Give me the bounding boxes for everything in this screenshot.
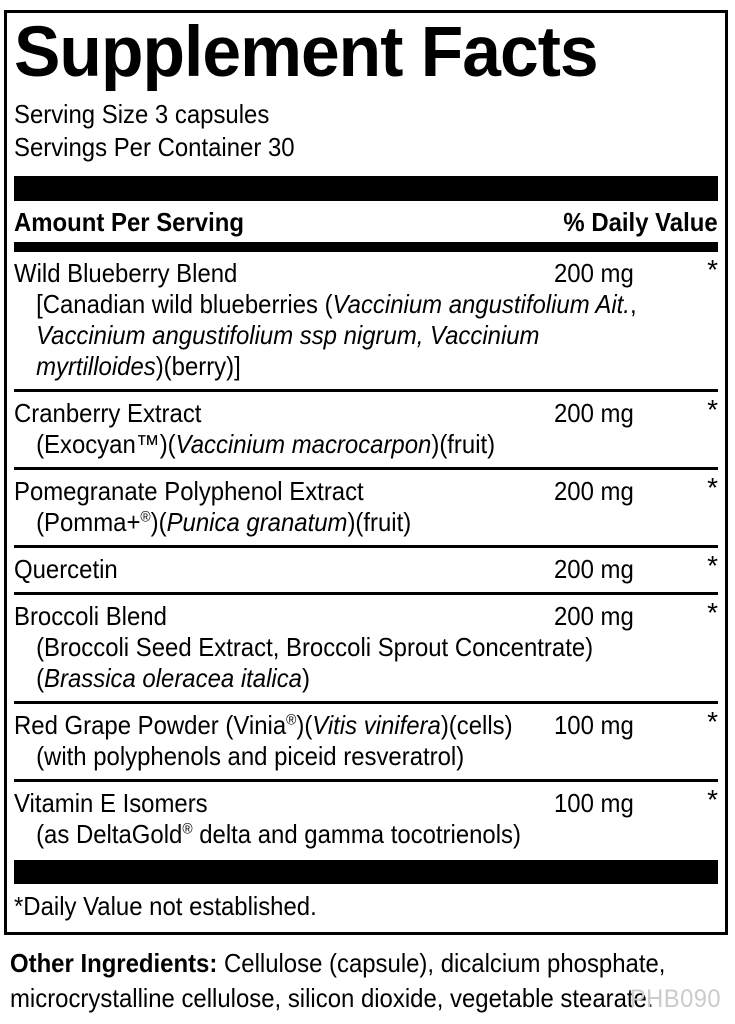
amount-per-serving-header: Amount Per Serving [14,207,244,237]
ingredient-name: Pomegranate Polyphenol Extract [14,476,364,506]
footnote-text: *Daily Value not established. [14,891,317,921]
ingredient-detail: myrtilloides)(berry)] [36,351,241,381]
table-row [14,592,718,701]
ingredient-detail: [Canadian wild blueberries (Vaccinium angustifolium Ait., [36,289,637,319]
panel-title: Supplement Facts [14,13,598,92]
table-row [14,545,718,592]
serving-info [14,98,718,164]
ingredient-name: Broccoli Blend [14,601,167,631]
daily-value-asterisk: * [707,597,718,628]
ingredient-detail: (Brassica oleracea italica) [36,663,310,693]
table-row [14,701,718,779]
footnote [14,884,718,932]
ingredient-name: Wild Blueberry Blend [14,258,238,288]
ingredient-detail: Vaccinium angustifolium ssp nigrum, Vaccinium [36,320,540,350]
supplement-facts-panel [4,10,728,935]
ingredient-amount: 200 mg [554,601,634,631]
ingredient-amount: 200 mg [554,476,634,506]
ingredient-detail: (with polyphenols and piceid resveratrol) [36,741,465,771]
ingredient-rows [14,252,718,857]
table-row [14,467,718,545]
serving-size: Serving Size 3 capsules [14,99,270,129]
ingredient-name: Vitamin E Isomers [14,788,208,818]
daily-value-asterisk: * [707,472,718,503]
ingredient-amount: 200 mg [554,398,634,428]
other-ingredients-label: Other Ingredients: [10,948,218,978]
other-ingredients-text: Cellulose (capsule), dicalcium phosphate, microcrystalline cellulose, silicon dioxide, vegetable stearate. [10,948,666,1013]
ingredient-amount: 100 mg [554,788,634,818]
ingredient-amount: 200 mg [554,554,634,584]
servings-per-container: Servings Per Container 30 [14,132,295,162]
ingredient-detail: (Broccoli Seed Extract, Broccoli Sprout Concentrate) [36,632,594,662]
table-row [14,779,718,857]
daily-value-asterisk: * [707,706,718,737]
separator-bar-thick-top [14,176,718,201]
ingredient-detail: (Pomma+®)(Punica granatum)(fruit) [36,507,412,537]
ingredient-name: Quercetin [14,554,118,584]
ingredient-name: Cranberry Extract [14,398,202,428]
ingredient-amount: 100 mg [554,710,634,740]
daily-value-asterisk: * [707,254,718,285]
ingredient-detail: (as DeltaGold® delta and gamma tocotrienols) [36,819,521,849]
ingredient-detail: (Exocyan™)(Vaccinium macrocarpon)(fruit) [36,429,496,459]
ingredient-name: Red Grape Powder (Vinia®)(Vitis vinifera)(cells) [14,710,513,740]
table-row [14,252,718,389]
separator-bar-thick-bottom [14,860,718,884]
daily-value-asterisk: * [707,394,718,425]
product-code: PHB090 [629,985,721,1013]
other-ingredients [10,946,682,1016]
daily-value-header: % Daily Value [563,207,718,237]
table-row [14,389,718,467]
daily-value-asterisk: * [707,550,718,581]
column-header-row [14,201,718,242]
separator-bar-thin [14,242,718,252]
daily-value-asterisk: * [707,784,718,815]
ingredient-amount: 200 mg [554,258,634,288]
